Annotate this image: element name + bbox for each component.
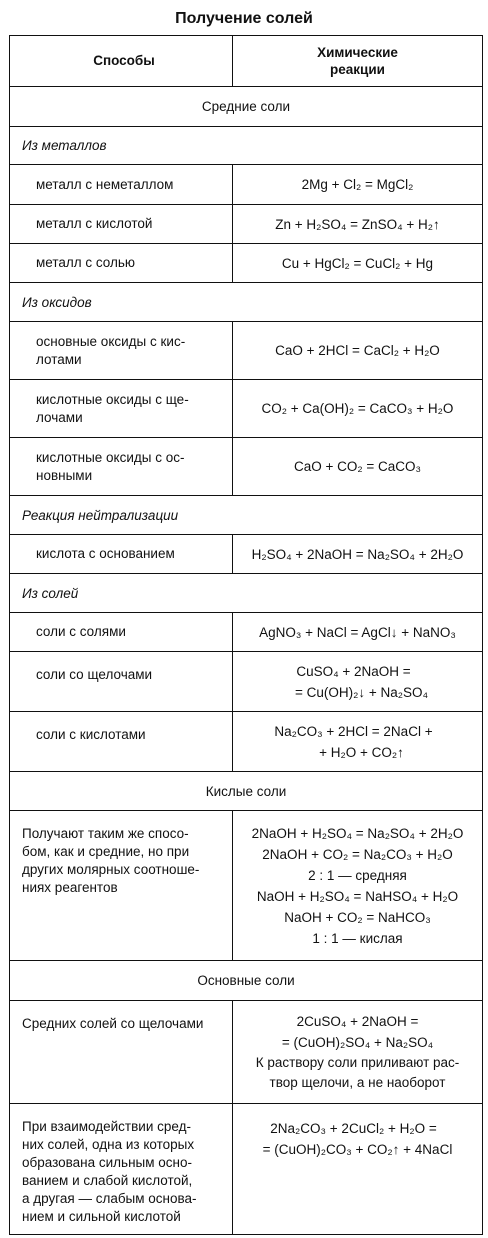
reaction-text: CaO + 2HCl = CaCl₂ + H₂O	[275, 343, 440, 358]
reaction-text: Zn + H₂SO₄ = ZnSO₄ + H₂↑	[275, 216, 440, 232]
section-title: Средние соли	[201, 99, 291, 114]
reaction-cell	[232, 380, 482, 437]
header-reactions-line1: Химические	[317, 45, 398, 60]
reaction-cell	[232, 652, 482, 711]
reaction-text: CaO + CO₂ = CaCO₃	[293, 459, 422, 474]
method-cell: металл с неметаллом	[36, 176, 174, 192]
subsection-neutralization	[10, 495, 482, 534]
reaction-cell	[232, 438, 482, 495]
reaction-note: К раствору соли приливают рас- твор щелочи, а не наоборот	[255, 1055, 460, 1090]
subsection-title: Из оксидов	[22, 294, 92, 310]
section-acidic-salts	[10, 771, 482, 810]
reaction-line-1: Na₂CO₃ + 2HCl = 2NaCl +	[274, 723, 433, 739]
reaction-line-2: = (CuOH)₂SO₄ + Na₂SO₄	[281, 1035, 434, 1050]
table-row	[10, 651, 482, 711]
reaction-line: 2NaOH + CO₂ = Na₂CO₃ + H₂O	[262, 846, 453, 862]
reaction-line-1: 2CuSO₄ + 2NaOH =	[296, 1014, 419, 1029]
table-row	[10, 164, 482, 204]
header-methods: Способы	[93, 53, 155, 68]
table-row	[10, 612, 482, 651]
subsection-title: Из солей	[22, 585, 79, 601]
subsection-metals	[10, 126, 482, 164]
table-row	[10, 534, 482, 573]
method-cell: Средних солей со щелочами	[22, 1016, 204, 1031]
reaction-line-1: CuSO₄ + 2NaOH =	[296, 663, 411, 679]
reaction-text: AgNO₃ + NaCl = AgCl↓ + NaNO₃	[259, 624, 456, 640]
method-cell: При взаимодействии сред- них солей, одна из которых образована сильным осно- ванием и слабой кислотой, а другая — слабым основа- нием и сильной кислотой	[22, 1119, 197, 1224]
reaction-text: Cu + HgCl₂ = CuCl₂ + Hg	[281, 255, 434, 271]
method-cell: кислотные оксиды с ще- лочами	[36, 391, 189, 425]
table-row	[10, 810, 482, 960]
method-cell: соли со щелочами	[36, 667, 153, 682]
method-cell: соли с кислотами	[36, 727, 146, 742]
reaction-line-1: 2Na₂CO₃ + 2CuCl₂ + H₂O =	[270, 1121, 437, 1136]
reaction-cell	[232, 165, 482, 204]
method-cell: Получают таким же спосо- бом, как и средние, но при других молярных соотноше- ниях реагентов	[22, 826, 200, 895]
ratio-line: 2 : 1 — средняя	[308, 867, 407, 883]
salts-table	[9, 35, 483, 1235]
method-cell: основные оксиды с кис- лотами	[36, 333, 186, 367]
subsection-oxides	[10, 282, 482, 321]
reaction-line: 2NaOH + H₂SO₄ = Na₂SO₄ + 2H₂O	[251, 825, 464, 841]
reaction-text: 2Mg + Cl₂ = MgCl₂	[301, 177, 414, 192]
table-row	[10, 711, 482, 771]
ratio-line: 1 : 1 — кислая	[312, 930, 403, 946]
table-row	[10, 1103, 482, 1234]
table-row	[10, 204, 482, 243]
reaction-text: H₂SO₄ + 2NaOH = Na₂SO₄ + 2H₂O	[251, 546, 464, 562]
section-basic-salts	[10, 960, 482, 1000]
subsection-title: Реакция нейтрализации	[22, 507, 179, 523]
reaction-line: NaOH + H₂SO₄ = NaHSO₄ + H₂O	[256, 888, 459, 904]
reaction-cell	[232, 322, 482, 379]
method-cell: металл с солью	[36, 255, 136, 270]
reaction-line-2: = Cu(OH)₂↓ + Na₂SO₄	[294, 684, 429, 700]
section-medium-salts	[10, 86, 482, 126]
table-row	[10, 1000, 482, 1103]
page-title: Получение солей	[175, 10, 313, 27]
section-title: Основные соли	[197, 973, 295, 988]
reaction-cell	[232, 613, 482, 651]
reaction-text: CO₂ + Ca(OH)₂ = CaCO₃ + H₂O	[261, 401, 454, 416]
section-title: Кислые соли	[205, 783, 287, 799]
table-row	[10, 379, 482, 437]
method-cell: соли с солями	[36, 624, 126, 639]
subsection-title: Из металлов	[22, 138, 107, 153]
header-reactions-line2: реакции	[330, 62, 385, 77]
table-row	[10, 437, 482, 495]
reaction-line-2: + H₂O + CO₂↑	[319, 744, 404, 760]
method-cell: кислота с основанием	[36, 546, 175, 561]
header-reactions	[232, 36, 482, 86]
reaction-cell	[232, 244, 482, 282]
table-row	[10, 321, 482, 379]
reaction-cell	[232, 1001, 482, 1103]
table-header	[10, 36, 482, 86]
method-cell: кислотные оксиды с ос- новными	[36, 449, 185, 483]
method-cell: металл с кислотой	[36, 216, 153, 231]
reaction-cell	[232, 535, 482, 573]
subsection-salts	[10, 573, 482, 612]
reaction-cell	[232, 811, 482, 960]
reaction-cell	[232, 205, 482, 243]
reaction-line-2: = (CuOH)₂CO₃ + CO₂↑ + 4NaCl	[262, 1142, 453, 1157]
table-row	[10, 243, 482, 282]
reaction-line: NaOH + CO₂ = NaHCO₃	[284, 909, 431, 925]
reaction-cell	[232, 712, 482, 771]
reaction-cell	[232, 1104, 482, 1234]
